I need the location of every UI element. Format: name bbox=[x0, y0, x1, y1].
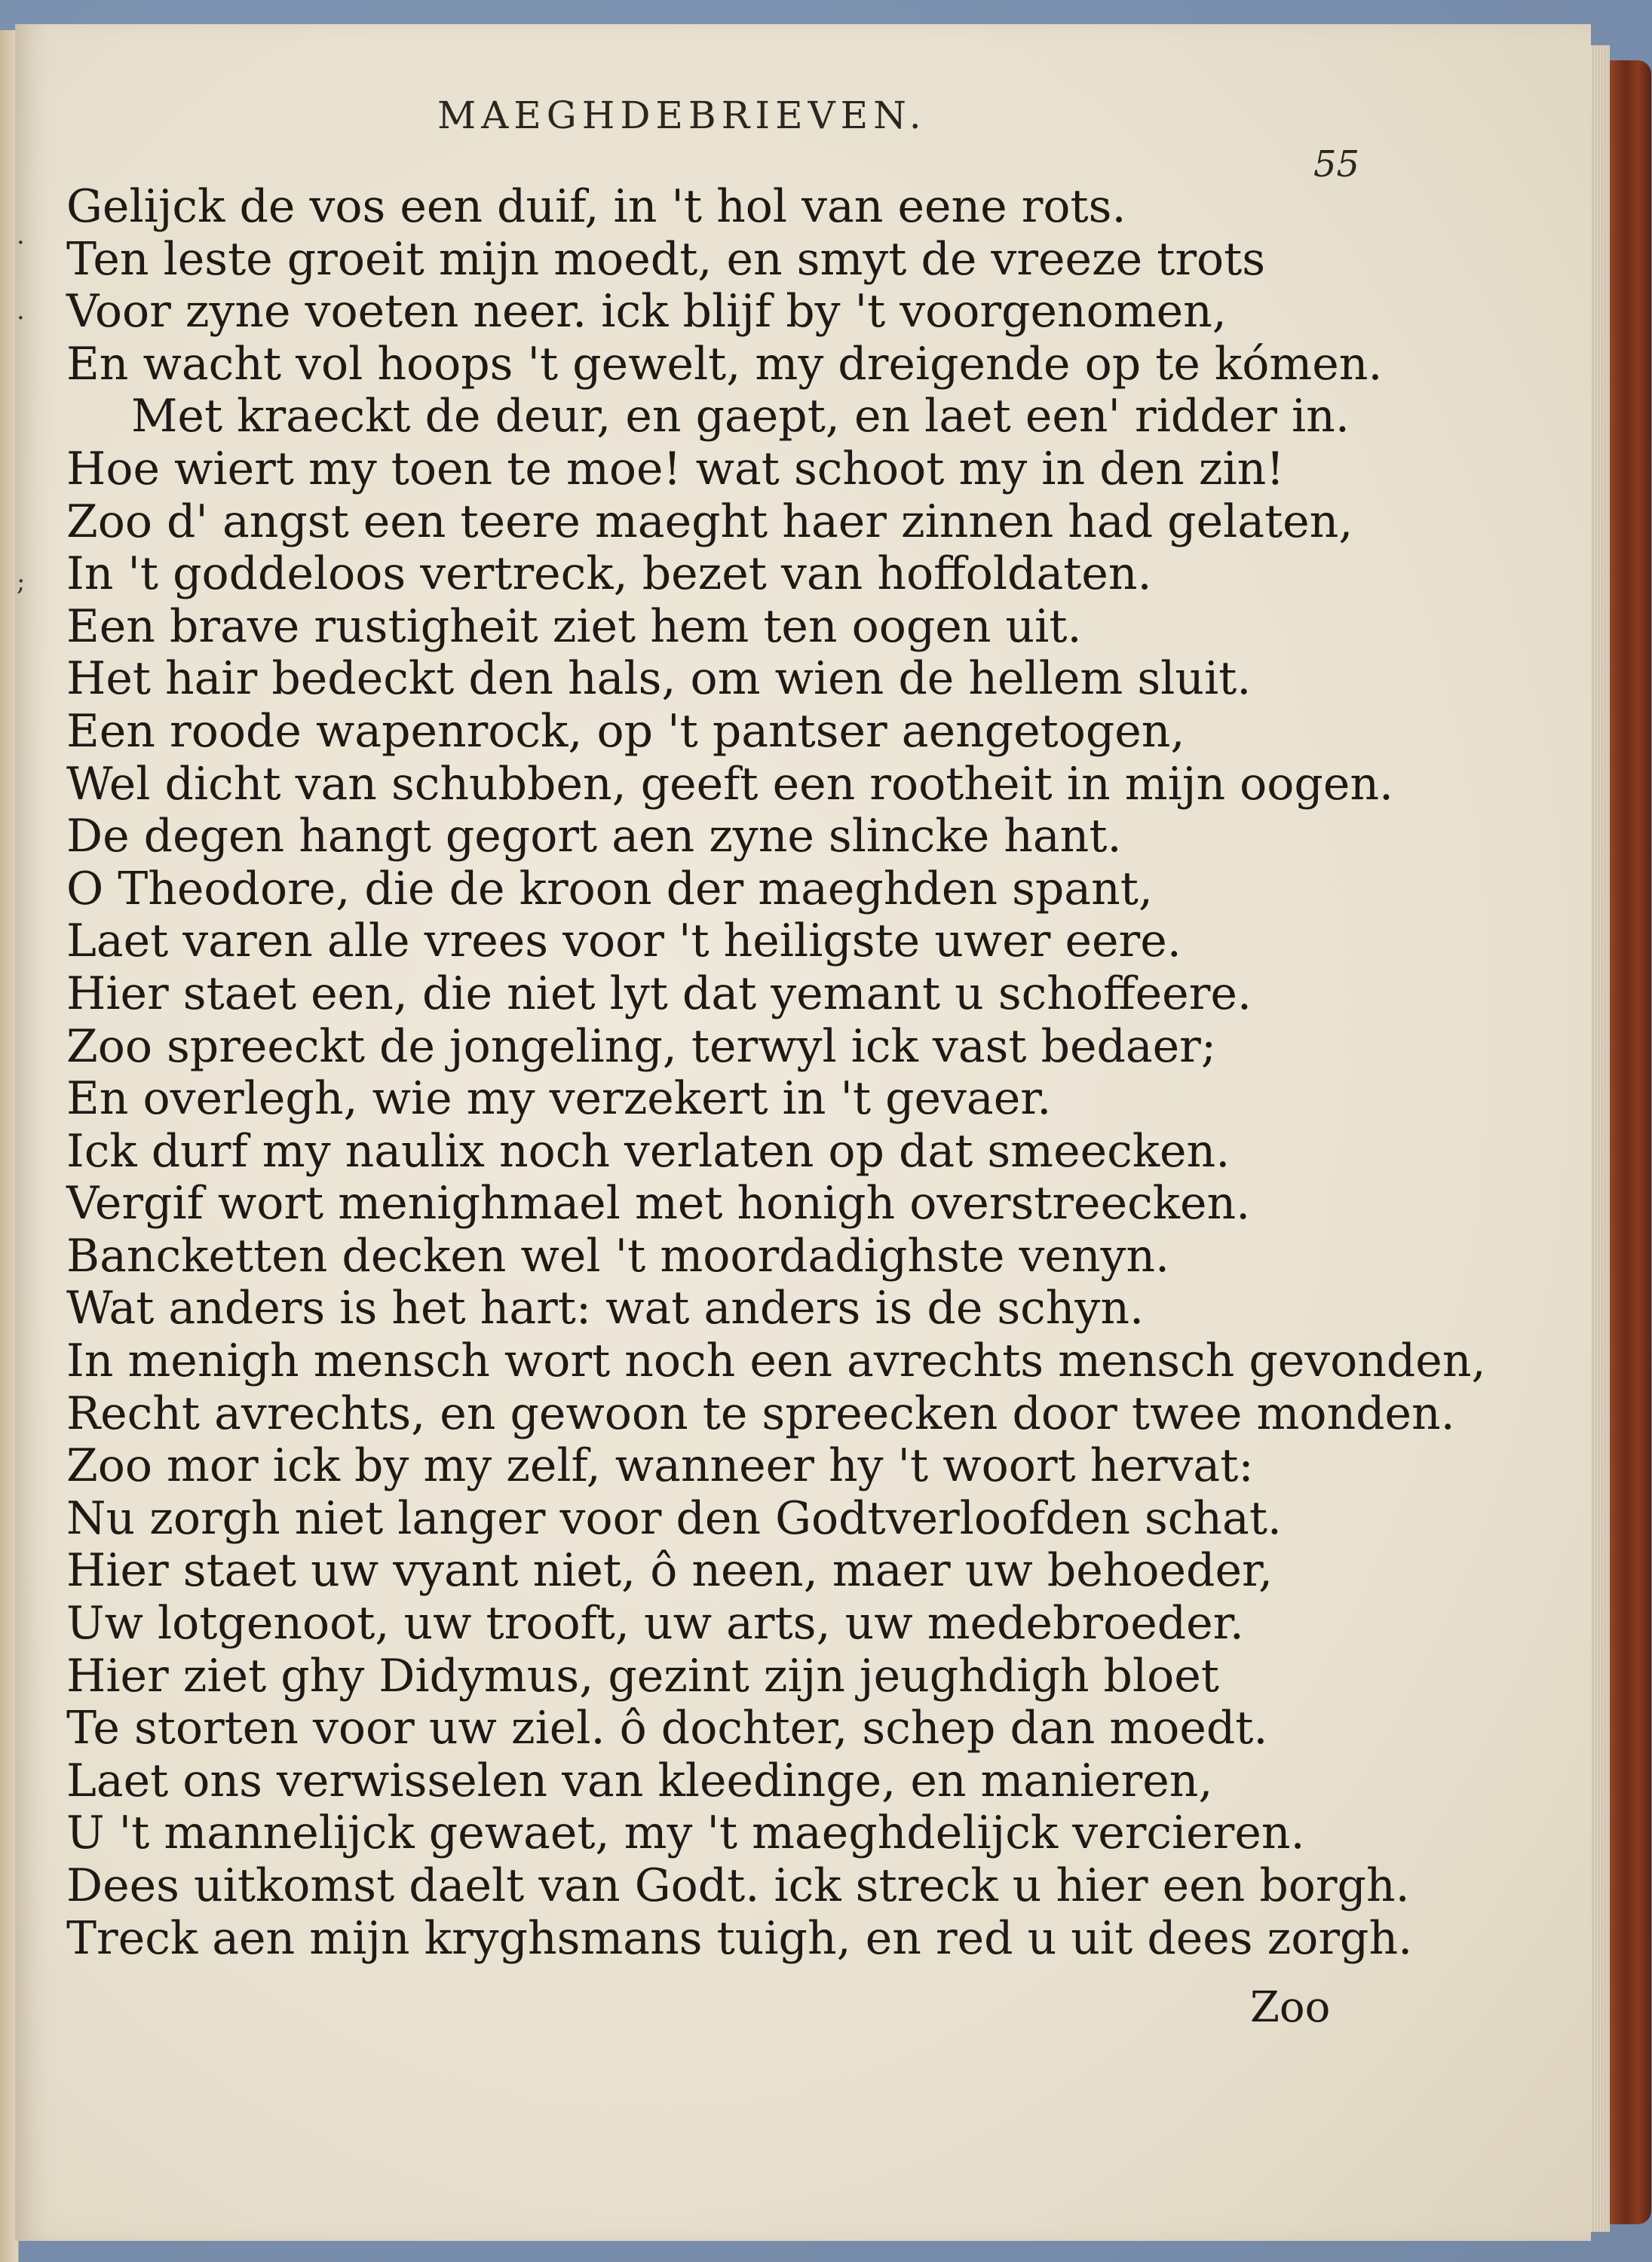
verse-line: Te storten voor uw ziel. ô dochter, schep dan moedt. bbox=[66, 1702, 1268, 1755]
catchword: Zoo bbox=[1250, 1983, 1331, 2032]
verse-line: Wat anders is het hart: wat anders is de schyn. bbox=[66, 1282, 1145, 1335]
verse-line: En overlegh, wie my verzekert in 't gevaer. bbox=[66, 1072, 1052, 1126]
verse-line: Met kraeckt de deur, en gaept, en laet een' ridder in. bbox=[131, 390, 1350, 443]
verse-line: Zoo spreeckt de jongeling, terwyl ick vast bedaer; bbox=[66, 1019, 1217, 1073]
margin-tick-mark: · bbox=[17, 228, 25, 258]
verse-line: Ick durf my naulix noch verlaten op dat smeecken. bbox=[66, 1124, 1231, 1178]
verse-line: Nu zorgh niet langer voor den Godtverloofden schat. bbox=[66, 1491, 1283, 1545]
verse-line: Hoe wiert my toen te moe! wat schoot my in den zin! bbox=[66, 442, 1285, 495]
book-cover-edge bbox=[1606, 60, 1651, 2224]
verse-line: U 't mannelijck gewaet, my 't maeghdelijck vercieren. bbox=[66, 1807, 1305, 1860]
verse-line: Ten leste groeit mijn moedt, en smyt de vreeze trots bbox=[66, 232, 1266, 286]
verse-line: Vergif wort menighmael met honigh overstreecken. bbox=[66, 1177, 1251, 1231]
verse-line: Bancketten decken wel 't moordadighste venyn. bbox=[66, 1229, 1170, 1283]
verse-line: En wacht vol hoops 't gewelt, my dreigende op te kómen. bbox=[66, 337, 1383, 391]
verse-line: Een brave rustigheit ziet hem ten oogen uit. bbox=[66, 599, 1082, 653]
verse-line: Hier ziet ghy Didymus, gezint zijn jeughdigh bloet bbox=[66, 1649, 1219, 1703]
verse-line: Laet ons verwisselen van kleedinge, en manieren, bbox=[66, 1754, 1213, 1807]
page-number: 55 bbox=[1313, 143, 1360, 185]
verse-line: In 't goddeloos vertreck, bezet van hoffoldaten. bbox=[66, 547, 1152, 601]
verse-line: Een roode wapenrock, op 't pantser aengetogen, bbox=[66, 704, 1185, 758]
verse-line: Hier staet uw vyant niet, ô neen, maer uw behoeder, bbox=[66, 1544, 1273, 1598]
verse-line: Uw lotgenoot, uw trooft, uw arts, uw medebroeder. bbox=[66, 1597, 1244, 1651]
running-head: MAEGHDEBRIEVEN. bbox=[437, 93, 927, 137]
verse-line: Recht avrechts, en gewoon te spreecken door twee monden. bbox=[66, 1387, 1455, 1440]
margin-tick-mark: ; bbox=[17, 567, 26, 597]
verse-line: Wel dicht van schubben, geeft een rootheit in mijn oogen. bbox=[66, 757, 1394, 811]
verse-line: Gelijck de vos een duif, in 't hol van eene rots. bbox=[66, 180, 1126, 233]
verse-text bbox=[66, 180, 1486, 1965]
verse-line: Treck aen mijn kryghsmans tuigh, en red u uit dees zorgh. bbox=[66, 1911, 1413, 1965]
verse-line: Zoo d' angst een teere maeght haer zinnen had gelaten, bbox=[66, 495, 1353, 548]
verse-line: Zoo mor ick by my zelf, wanneer hy 't woort hervat: bbox=[66, 1439, 1254, 1493]
verse-line: De degen hangt gegort aen zyne slincke hant. bbox=[66, 810, 1122, 863]
verse-line: Voor zyne voeten neer. ick blijf by 't voorgenomen, bbox=[66, 285, 1227, 339]
verse-line: Het hair bedeckt den hals, om wien de hellem sluit. bbox=[66, 652, 1252, 706]
margin-tick-mark: · bbox=[17, 303, 25, 333]
verse-line: Laet varen alle vrees voor 't heiligste uwer eere. bbox=[66, 915, 1182, 968]
verse-line: O Theodore, die de kroon der maeghden spant, bbox=[66, 862, 1153, 915]
verse-line: In menigh mensch wort noch een avrechts mensch gevonden, bbox=[66, 1335, 1486, 1388]
book-page bbox=[15, 24, 1591, 2241]
verse-line: Hier staet een, die niet lyt dat yemant u schoffeere. bbox=[66, 967, 1252, 1020]
verse-line: Dees uitkomst daelt van Godt. ick streck u hier een borgh. bbox=[66, 1859, 1410, 1912]
